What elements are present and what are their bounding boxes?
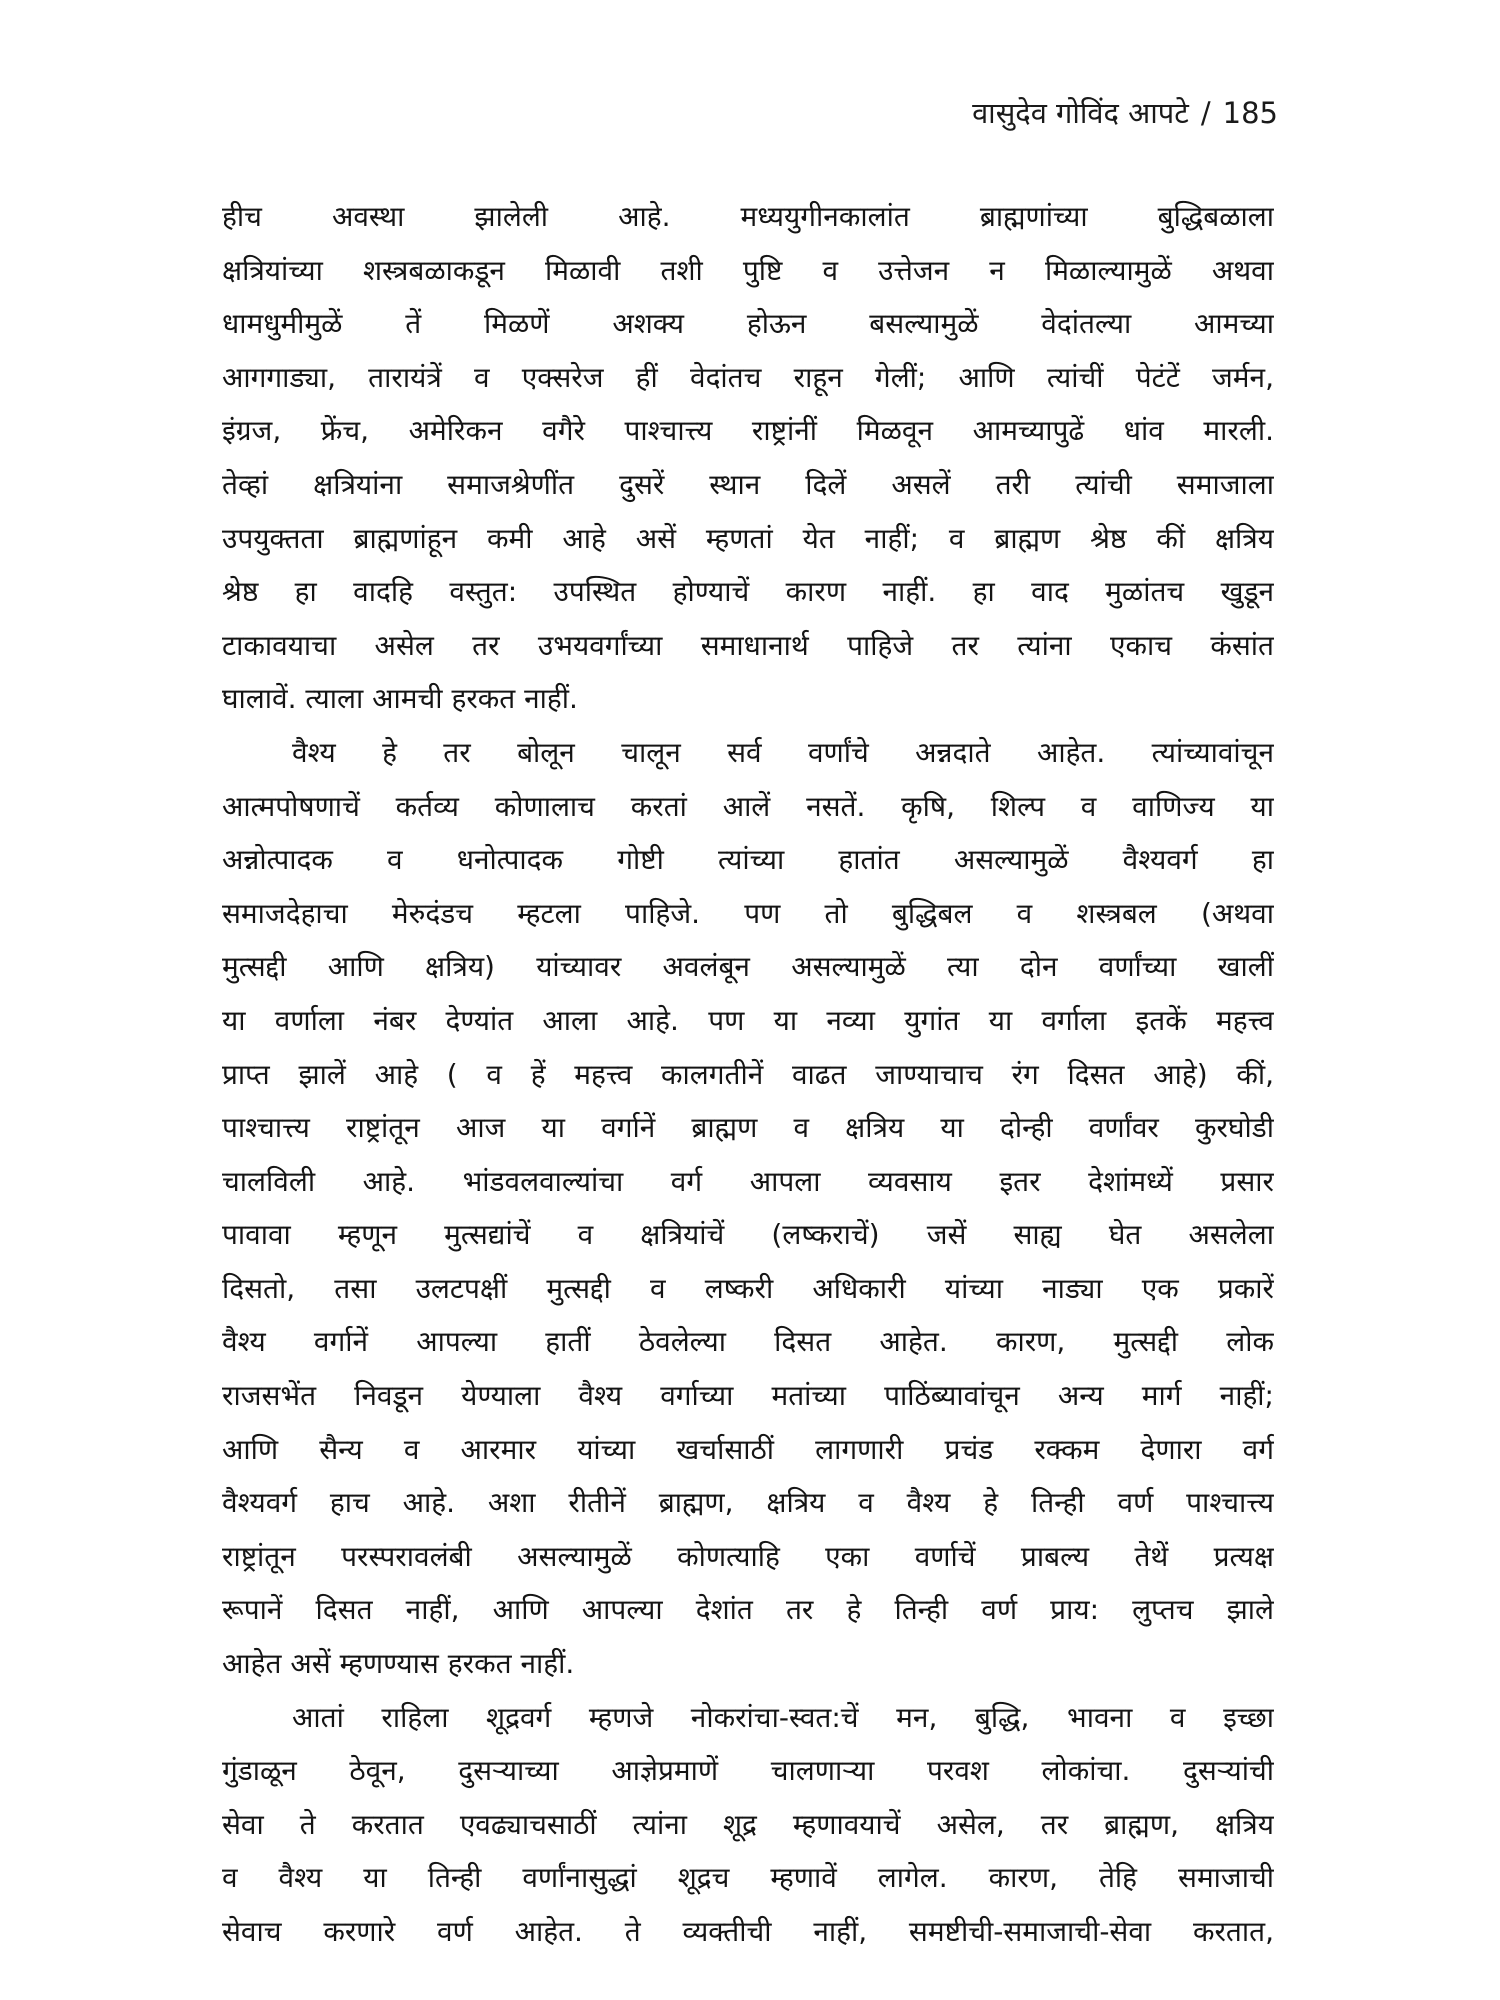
- text-line: इंग्रज, फ्रेंच, अमेरिकन वगैरे पाश्चात्त्य राष्ट्रांनीं मिळवून आमच्यापुढें धांव मारली.: [222, 414, 1274, 448]
- text-line: सेवाच करणारे वर्ण आहेत. ते व्यक्तीची नाहीं, समष्टीची-समाजाची-सेवा करतात,: [222, 1915, 1274, 1948]
- text-line: धामधुमीमुळें तें मिळणें अशक्य होऊन बसल्यामुळें वेदांतल्या आमच्या: [222, 307, 1274, 341]
- text-line: क्षत्रियांच्या शस्त्रबळाकडून मिळावी तशी पुष्टि व उत्तेजन न मिळाल्यामुळें अथवा: [222, 253, 1274, 287]
- text-line: समाजदेहाचा मेरुदंडच म्हटला पाहिजे. पण तो बुद्धिबल व शस्त्रबल (अथवा: [222, 896, 1274, 930]
- paragraph-3: [222, 1691, 1274, 1959]
- text-line: या वर्णाला नंबर देण्यांत आला आहे. पण या नव्या युगांत या वर्गाला इतकें महत्त्व: [222, 1003, 1274, 1037]
- paragraph-1: [222, 190, 1274, 726]
- text-line: आत्मपोषणाचें कर्तव्य कोणालाच करतां आलें नसतें. कृषि, शिल्प व वाणिज्य या: [222, 789, 1274, 823]
- text-line: सेवा ते करतात एवढ्याचसाठीं त्यांना शूद्र म्हणावयाचें असेल, तर ब्राह्मण, क्षत्रिय: [222, 1807, 1274, 1841]
- page-number: 185: [1222, 96, 1278, 130]
- text-line: प्राप्त झालें आहे ( व हें महत्त्व कालगतीनें वाढत जाण्याचाच रंग दिसत आहे) कीं,: [222, 1057, 1274, 1091]
- text-line: वैश्य वर्गानें आपल्या हातीं ठेवलेल्या दिसत आहेत. कारण, मुत्सद्दी लोक: [222, 1325, 1274, 1359]
- text-line: घालावें. त्याला आमची हरकत नाहीं.: [222, 682, 578, 716]
- text-line: वैश्य हे तर बोलून चालून सर्व वर्णांचे अन्नदाते आहेत. त्यांच्यावांचून: [292, 735, 1274, 769]
- text-line: व वैश्य या तिन्ही वर्णांनासुद्धां शूद्रच म्हणावें लागेल. कारण, तेहि समाजाची: [222, 1861, 1274, 1895]
- text-line: राजसभेंत निवडून येण्याला वैश्य वर्गाच्या मतांच्या पाठिंब्यावांचून अन्य मार्ग नाहीं;: [222, 1379, 1274, 1413]
- text-line: हीच अवस्था झालेली आहे. मध्ययुगीनकालांत ब्राह्मणांच्या बुद्धिबळाला: [222, 200, 1274, 233]
- text-line: आगगाड्या, तारायंत्रें व एक्सरेज हीं वेदांतच राहून गेलीं; आणि त्यांचीं पेटंटें जर्मन,: [222, 360, 1274, 394]
- text-line: पावावा म्हणून मुत्सद्यांचें व क्षत्रियांचें (लष्कराचें) जसें साह्य घेत असलेला: [222, 1218, 1274, 1252]
- text-line: आणि सैन्य व आरमार यांच्या खर्चासाठीं लागणारी प्रचंड रक्कम देणारा वर्ग: [222, 1432, 1274, 1466]
- running-header: [972, 94, 1278, 132]
- paragraph-2: [222, 726, 1274, 1691]
- text-line: आहेत असें म्हणण्यास हरकत नाहीं.: [222, 1647, 575, 1681]
- text-line: तेव्हां क्षत्रियांना समाजश्रेणींत दुसरें स्थान दिलें असलें तरी त्यांची समाजाला: [222, 467, 1274, 501]
- text-line: श्रेष्ठ हा वादहि वस्तुत: उपस्थित होण्याचें कारण नाहीं. हा वाद मुळांतच खुडून: [222, 575, 1274, 609]
- text-line: गुंडाळून ठेवून, दुसऱ्याच्या आज्ञेप्रमाणें चालणाऱ्या परवश लोकांचा. दुसऱ्यांची: [222, 1754, 1274, 1788]
- text-line: उपयुक्तता ब्राह्मणांहून कमी आहे असें म्हणतां येत नाहीं; व ब्राह्मण श्रेष्ठ कीं क्षत्रिय: [222, 521, 1274, 555]
- text-line: चालविली आहे. भांडवलवाल्यांचा वर्ग आपला व्यवसाय इतर देशांमध्यें प्रसार: [222, 1164, 1274, 1198]
- text-line: रूपानें दिसत नाहीं, आणि आपल्या देशांत तर हे तिन्ही वर्ण प्राय: लुप्तच झाले: [222, 1593, 1274, 1627]
- header-separator: /: [1200, 96, 1211, 130]
- text-line: टाकावयाचा असेल तर उभयवर्गांच्या समाधानार्थ पाहिजे तर त्यांना एकाच कंसांत: [222, 628, 1274, 662]
- text-line: आतां राहिला शूद्रवर्ग म्हणजे नोकरांचा-स्वत:चें मन, बुद्धि, भावना व इच्छा: [292, 1700, 1274, 1734]
- body-text: [222, 190, 1274, 1959]
- text-line: दिसतो, तसा उलटपक्षीं मुत्सद्दी व लष्करी अधिकारी यांच्या नाड्या एक प्रकारें: [222, 1271, 1274, 1305]
- text-line: पाश्चात्त्य राष्ट्रांतून आज या वर्गानें ब्राह्मण व क्षत्रिय या दोन्ही वर्णांवर कुरघोडी: [222, 1111, 1274, 1145]
- text-line: मुत्सद्दी आणि क्षत्रिय) यांच्यावर अवलंबून असल्यामुळें त्या दोन वर्णांच्या खालीं: [222, 950, 1274, 984]
- text-line: अन्नोत्पादक व धनोत्पादक गोष्टी त्यांच्या हातांत असल्यामुळें वैश्यवर्ग हा: [222, 843, 1274, 877]
- running-title: वासुदेव गोविंद आपटे: [972, 96, 1189, 130]
- text-line: वैश्यवर्ग हाच आहे. अशा रीतीनें ब्राह्मण, क्षत्रिय व वैश्य हे तिन्ही वर्ण पाश्चात्त्य: [222, 1486, 1274, 1520]
- text-line: राष्ट्रांतून परस्परावलंबी असल्यामुळें कोणत्याहि एका वर्णाचें प्राबल्य तेथें प्रत्यक्ष: [222, 1539, 1274, 1573]
